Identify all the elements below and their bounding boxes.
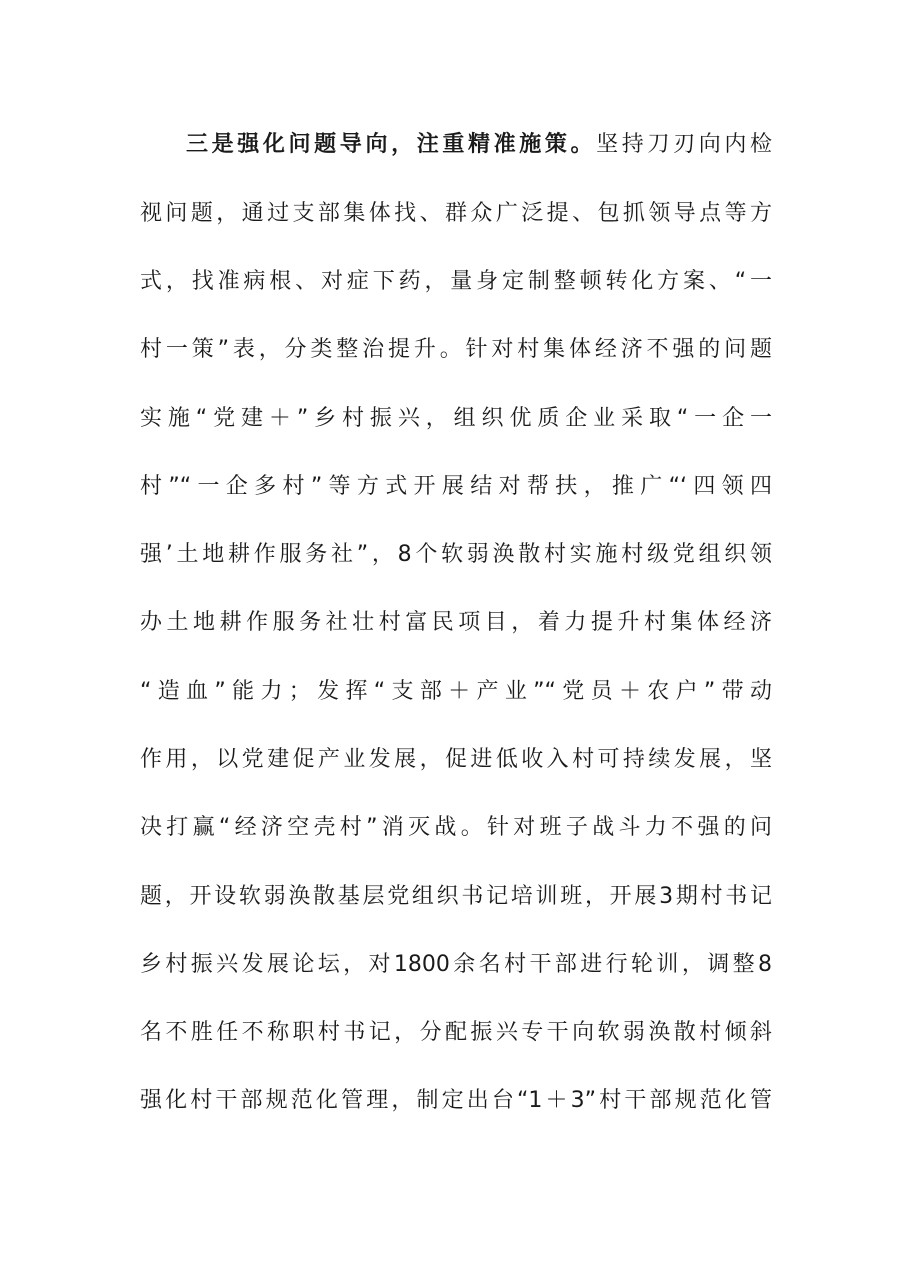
paragraph-line-1: [186, 129, 772, 161]
paragraph-line-5: 实施“党建＋”乡村振兴，组织优质企业采取“一企一: [140, 406, 772, 431]
paragraph-line-14: 名不胜任不称职村书记，分配振兴专干向软弱涣散村倾斜: [140, 1020, 772, 1045]
paragraph-line-4: 村一策”表，分类整治提升。针对村集体经济不强的问题: [140, 337, 772, 362]
paragraph-line-11: 决打赢“经济空壳村”消灭战。针对班子战斗力不强的问: [140, 815, 772, 840]
paragraph-line-6: 村”“一企多村”等方式开展结对帮扶，推广“‘四领四: [140, 474, 772, 499]
paragraph-heading: 三是强化问题导向，注重精准施策。: [186, 132, 597, 157]
paragraph-line-13: 乡村振兴发展论坛，对1800余名村干部进行轮训，调整8: [140, 952, 772, 977]
paragraph-line-9: “造血”能力；发挥“支部＋产业”“党员＋农户”带动: [140, 679, 772, 704]
paragraph-line-12: 题，开设软弱涣散基层党组织书记培训班，开展3期村书记: [140, 884, 772, 909]
paragraph-line-7: 强’土地耕作服务社”，8个软弱涣散村实施村级党组织领: [140, 542, 772, 567]
paragraph-line-10: 作用，以党建促产业发展，促进低收入村可持续发展，坚: [140, 747, 772, 772]
paragraph-line-15: 强化村干部规范化管理，制定出台“1＋3”村干部规范化管: [140, 1088, 772, 1113]
paragraph-line-8: 办土地耕作服务社壮村富民项目，着力提升村集体经济: [140, 610, 772, 635]
paragraph-line-2: 视问题，通过支部集体找、群众广泛提、包抓领导点等方: [140, 201, 772, 226]
paragraph-line-1-text: 坚持刀刃向内检: [596, 132, 772, 157]
paragraph-line-3: 式，找准病根、对症下药，量身定制整顿转化方案、“一: [140, 269, 772, 294]
